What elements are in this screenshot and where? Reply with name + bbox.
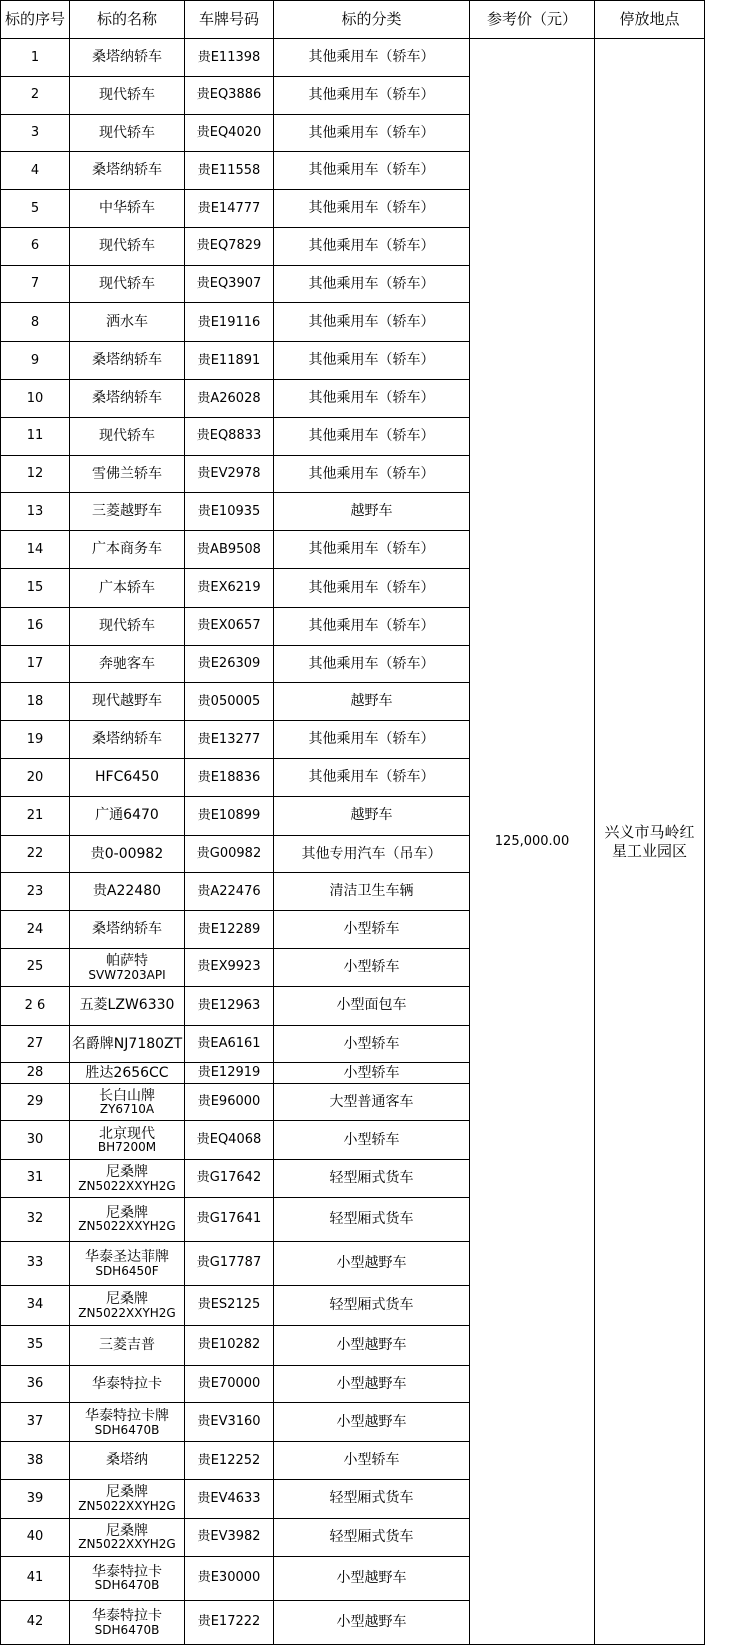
cell-category: 其他乘用车（轿车） (274, 531, 470, 569)
cell-plate: 贵EQ3886 (185, 76, 274, 114)
cell-name (70, 1403, 185, 1442)
cell-plate: 贵EQ4020 (185, 114, 274, 152)
cell-seq: 14 (1, 531, 70, 569)
cell-category: 轻型厢式货车 (274, 1518, 470, 1556)
cell-place-merged: 兴义市马岭红星工业园区 (595, 39, 705, 1645)
cell-name-line2: SVW7203API (88, 967, 166, 982)
cell-name: 名爵牌NJ7180ZT (70, 1025, 185, 1063)
cell-seq: 8 (1, 303, 70, 342)
cell-name-line2: ZN5022XXYH2G (78, 1219, 176, 1234)
cell-plate: 贵EV4633 (185, 1479, 274, 1518)
cell-category: 轻型厢式货车 (274, 1285, 470, 1325)
cell-plate: 贵EQ4068 (185, 1121, 274, 1160)
cell-name: 桑塔纳轿车 (70, 911, 185, 949)
cell-plate: 贵E11398 (185, 39, 274, 77)
cell-category: 其他乘用车（轿车） (274, 607, 470, 645)
cell-plate: 贵EV3160 (185, 1403, 274, 1442)
header-row (1, 1, 705, 39)
cell-category: 小型越野车 (274, 1325, 470, 1365)
cell-name (70, 1121, 185, 1160)
cell-seq: 31 (1, 1159, 70, 1197)
cell-name-line1: 长白山牌 (99, 1087, 155, 1104)
cell-seq: 30 (1, 1121, 70, 1160)
cell-seq: 1 (1, 39, 70, 77)
cell-plate: 贵EA6161 (185, 1025, 274, 1063)
cell-plate: 贵AB9508 (185, 531, 274, 569)
cell-seq: 21 (1, 796, 70, 835)
cell-name-line1: 北京现代 (99, 1125, 155, 1142)
cell-plate: 贵E17222 (185, 1600, 274, 1644)
cell-seq: 32 (1, 1197, 70, 1241)
cell-seq: 7 (1, 265, 70, 303)
cell-plate: 贵E70000 (185, 1365, 274, 1403)
cell-name: 三菱越野车 (70, 493, 185, 531)
cell-category: 其他乘用车（轿车） (274, 645, 470, 683)
cell-plate: 贵E12919 (185, 1063, 274, 1084)
cell-category: 小型轿车 (274, 948, 470, 986)
cell-name: 奔驰客车 (70, 645, 185, 683)
cell-category: 其他乘用车（轿车） (274, 758, 470, 796)
cell-category: 其他乘用车（轿车） (274, 455, 470, 493)
cell-category: 其他乘用车（轿车） (274, 265, 470, 303)
cell-plate: 贵E30000 (185, 1556, 274, 1600)
cell-seq: 6 (1, 227, 70, 265)
cell-name (70, 1479, 185, 1518)
cell-plate: 贵E13277 (185, 721, 274, 759)
cell-category: 小型轿车 (274, 1063, 470, 1084)
cell-name: 桑塔纳轿车 (70, 342, 185, 380)
cell-name: 洒水车 (70, 303, 185, 342)
header-price: 参考价（元） (470, 1, 595, 39)
cell-category: 小型越野车 (274, 1241, 470, 1285)
cell-plate: 贵E10282 (185, 1325, 274, 1365)
cell-name: 中华轿车 (70, 190, 185, 228)
cell-plate: 贵E11558 (185, 152, 274, 190)
cell-name: 广本商务车 (70, 531, 185, 569)
cell-category: 小型轿车 (274, 1025, 470, 1063)
cell-category: 轻型厢式货车 (274, 1479, 470, 1518)
cell-name: HFC6450 (70, 758, 185, 796)
cell-seq: 12 (1, 455, 70, 493)
cell-name-line1: 尼桑牌 (106, 1522, 148, 1539)
cell-seq: 10 (1, 380, 70, 418)
cell-plate: 贵E12963 (185, 986, 274, 1025)
cell-seq: 18 (1, 683, 70, 721)
cell-plate: 贵E14777 (185, 190, 274, 228)
cell-name: 现代轿车 (70, 417, 185, 455)
cell-name: 雪佛兰轿车 (70, 455, 185, 493)
cell-category: 其他乘用车（轿车） (274, 76, 470, 114)
cell-name: 桑塔纳 (70, 1442, 185, 1480)
cell-plate: 贵E19116 (185, 303, 274, 342)
cell-category: 小型越野车 (274, 1600, 470, 1644)
cell-name (70, 948, 185, 986)
cell-name-line1: 尼桑牌 (106, 1204, 148, 1221)
cell-plate: 贵EX9923 (185, 948, 274, 986)
cell-name (70, 1600, 185, 1644)
cell-seq: 25 (1, 948, 70, 986)
cell-category: 其他乘用车（轿车） (274, 380, 470, 418)
cell-plate: 贵050005 (185, 683, 274, 721)
cell-name-line1: 华泰特拉卡 (92, 1563, 162, 1580)
cell-name: 现代轿车 (70, 227, 185, 265)
cell-plate: 贵G17642 (185, 1159, 274, 1197)
cell-plate: 贵E12252 (185, 1442, 274, 1480)
cell-name-line1: 尼桑牌 (106, 1290, 148, 1307)
cell-name: 桑塔纳轿车 (70, 152, 185, 190)
cell-name: 五菱LZW6330 (70, 986, 185, 1025)
cell-seq: 24 (1, 911, 70, 949)
cell-plate: 贵EX6219 (185, 568, 274, 607)
cell-name (70, 1084, 185, 1121)
cell-name: 广通6470 (70, 796, 185, 835)
cell-category: 其他乘用车（轿车） (274, 152, 470, 190)
cell-category: 其他乘用车（轿车） (274, 417, 470, 455)
cell-seq: 37 (1, 1403, 70, 1442)
cell-plate: 贵G17787 (185, 1241, 274, 1285)
cell-name-line1: 尼桑牌 (106, 1484, 148, 1501)
cell-name (70, 1197, 185, 1241)
cell-category: 小型轿车 (274, 911, 470, 949)
cell-category: 小型越野车 (274, 1365, 470, 1403)
cell-category: 小型面包车 (274, 986, 470, 1025)
cell-seq: 5 (1, 190, 70, 228)
header-place: 停放地点 (595, 1, 705, 39)
cell-name-line1: 华泰特拉卡 (92, 1607, 162, 1624)
cell-seq: 38 (1, 1442, 70, 1480)
cell-plate: 贵EV3982 (185, 1518, 274, 1556)
cell-category: 其他乘用车（轿车） (274, 568, 470, 607)
cell-category: 小型越野车 (274, 1403, 470, 1442)
cell-seq: 33 (1, 1241, 70, 1285)
cell-plate: 贵E12289 (185, 911, 274, 949)
cell-name-line1: 帕萨特 (106, 952, 148, 969)
cell-seq: 19 (1, 721, 70, 759)
cell-name (70, 1159, 185, 1197)
cell-category: 大型普通客车 (274, 1084, 470, 1121)
cell-name: 三菱吉普 (70, 1325, 185, 1365)
cell-name: 华泰特拉卡 (70, 1365, 185, 1403)
cell-category: 轻型厢式货车 (274, 1197, 470, 1241)
cell-category: 其他乘用车（轿车） (274, 39, 470, 77)
cell-name: 桑塔纳轿车 (70, 39, 185, 77)
cell-seq: 3 (1, 114, 70, 152)
cell-name (70, 1241, 185, 1285)
cell-name: 现代越野车 (70, 683, 185, 721)
cell-category: 轻型厢式货车 (274, 1159, 470, 1197)
cell-plate: 贵EX0657 (185, 607, 274, 645)
cell-category: 越野车 (274, 796, 470, 835)
table-row (1, 39, 705, 77)
cell-name: 现代轿车 (70, 607, 185, 645)
cell-seq: 39 (1, 1479, 70, 1518)
cell-seq: 27 (1, 1025, 70, 1063)
cell-name: 桑塔纳轿车 (70, 721, 185, 759)
cell-category: 越野车 (274, 493, 470, 531)
cell-seq: 4 (1, 152, 70, 190)
cell-plate: 贵ES2125 (185, 1285, 274, 1325)
cell-name-line2: SDH6470B (94, 1578, 160, 1593)
cell-plate: 贵E11891 (185, 342, 274, 380)
cell-seq: 20 (1, 758, 70, 796)
cell-name: 桑塔纳轿车 (70, 380, 185, 418)
cell-name-line1: 华泰特拉卡牌 (85, 1407, 169, 1424)
cell-plate: 贵G00982 (185, 835, 274, 873)
cell-name: 广本轿车 (70, 568, 185, 607)
cell-name-line2: ZN5022XXYH2G (78, 1537, 176, 1552)
cell-plate: 贵E18836 (185, 758, 274, 796)
cell-price-merged: 125,000.00 (470, 39, 595, 1645)
cell-plate: 贵E96000 (185, 1084, 274, 1121)
cell-seq: 16 (1, 607, 70, 645)
cell-seq: 13 (1, 493, 70, 531)
cell-name (70, 1285, 185, 1325)
cell-plate: 贵EV2978 (185, 455, 274, 493)
cell-name-line1: 华泰圣达菲牌 (85, 1248, 169, 1265)
cell-plate: 贵A26028 (185, 380, 274, 418)
cell-name (70, 1556, 185, 1600)
cell-plate: 贵EQ8833 (185, 417, 274, 455)
cell-category: 清洁卫生车辆 (274, 873, 470, 911)
cell-seq: 9 (1, 342, 70, 380)
cell-name: 现代轿车 (70, 265, 185, 303)
header-name: 标的名称 (70, 1, 185, 39)
cell-category: 小型轿车 (274, 1121, 470, 1160)
cell-name: 胜达2656CC (70, 1063, 185, 1084)
cell-name: 现代轿车 (70, 114, 185, 152)
cell-category: 其他专用汽车（吊车） (274, 835, 470, 873)
cell-seq: 15 (1, 568, 70, 607)
header-plate: 车牌号码 (185, 1, 274, 39)
cell-category: 其他乘用车（轿车） (274, 303, 470, 342)
cell-plate: 贵A22476 (185, 873, 274, 911)
cell-name-line2: BH7200M (97, 1140, 157, 1155)
cell-plate: 贵E10935 (185, 493, 274, 531)
header-seq: 标的序号 (1, 1, 70, 39)
cell-seq: 34 (1, 1285, 70, 1325)
cell-name-line2: SDH6470B (94, 1422, 160, 1437)
table-body (1, 39, 705, 1645)
header-category: 标的分类 (274, 1, 470, 39)
cell-name-line1: 尼桑牌 (106, 1163, 148, 1180)
cell-name-line2: ZN5022XXYH2G (78, 1499, 176, 1514)
cell-category: 小型越野车 (274, 1556, 470, 1600)
cell-name-line2: ZY6710A (99, 1102, 155, 1117)
cell-category: 其他乘用车（轿车） (274, 342, 470, 380)
cell-seq: 41 (1, 1556, 70, 1600)
cell-seq: 22 (1, 835, 70, 873)
cell-category: 其他乘用车（轿车） (274, 721, 470, 759)
cell-seq: 36 (1, 1365, 70, 1403)
cell-category: 小型轿车 (274, 1442, 470, 1480)
cell-name: 现代轿车 (70, 76, 185, 114)
cell-seq: 17 (1, 645, 70, 683)
cell-category: 其他乘用车（轿车） (274, 227, 470, 265)
cell-plate: 贵G17641 (185, 1197, 274, 1241)
cell-seq: 40 (1, 1518, 70, 1556)
cell-plate: 贵EQ7829 (185, 227, 274, 265)
cell-seq: 2 (1, 76, 70, 114)
cell-seq: 42 (1, 1600, 70, 1644)
cell-category: 越野车 (274, 683, 470, 721)
cell-seq: 28 (1, 1063, 70, 1084)
cell-name-line2: ZN5022XXYH2G (78, 1305, 176, 1320)
cell-category: 其他乘用车（轿车） (274, 190, 470, 228)
cell-name-line2: ZN5022XXYH2G (78, 1178, 176, 1193)
cell-plate: 贵E26309 (185, 645, 274, 683)
cell-name (70, 1518, 185, 1556)
cell-category: 其他乘用车（轿车） (274, 114, 470, 152)
cell-seq: 35 (1, 1325, 70, 1365)
cell-name-line2: SDH6450F (95, 1263, 159, 1278)
cell-name: 贵0-00982 (70, 835, 185, 873)
cell-seq: 11 (1, 417, 70, 455)
cell-plate: 贵E10899 (185, 796, 274, 835)
cell-plate: 贵EQ3907 (185, 265, 274, 303)
cell-name-line2: SDH6470B (94, 1622, 160, 1637)
cell-seq: 23 (1, 873, 70, 911)
cell-seq: 2 6 (1, 986, 70, 1025)
cell-name: 贵A22480 (70, 873, 185, 911)
cell-seq: 29 (1, 1084, 70, 1121)
